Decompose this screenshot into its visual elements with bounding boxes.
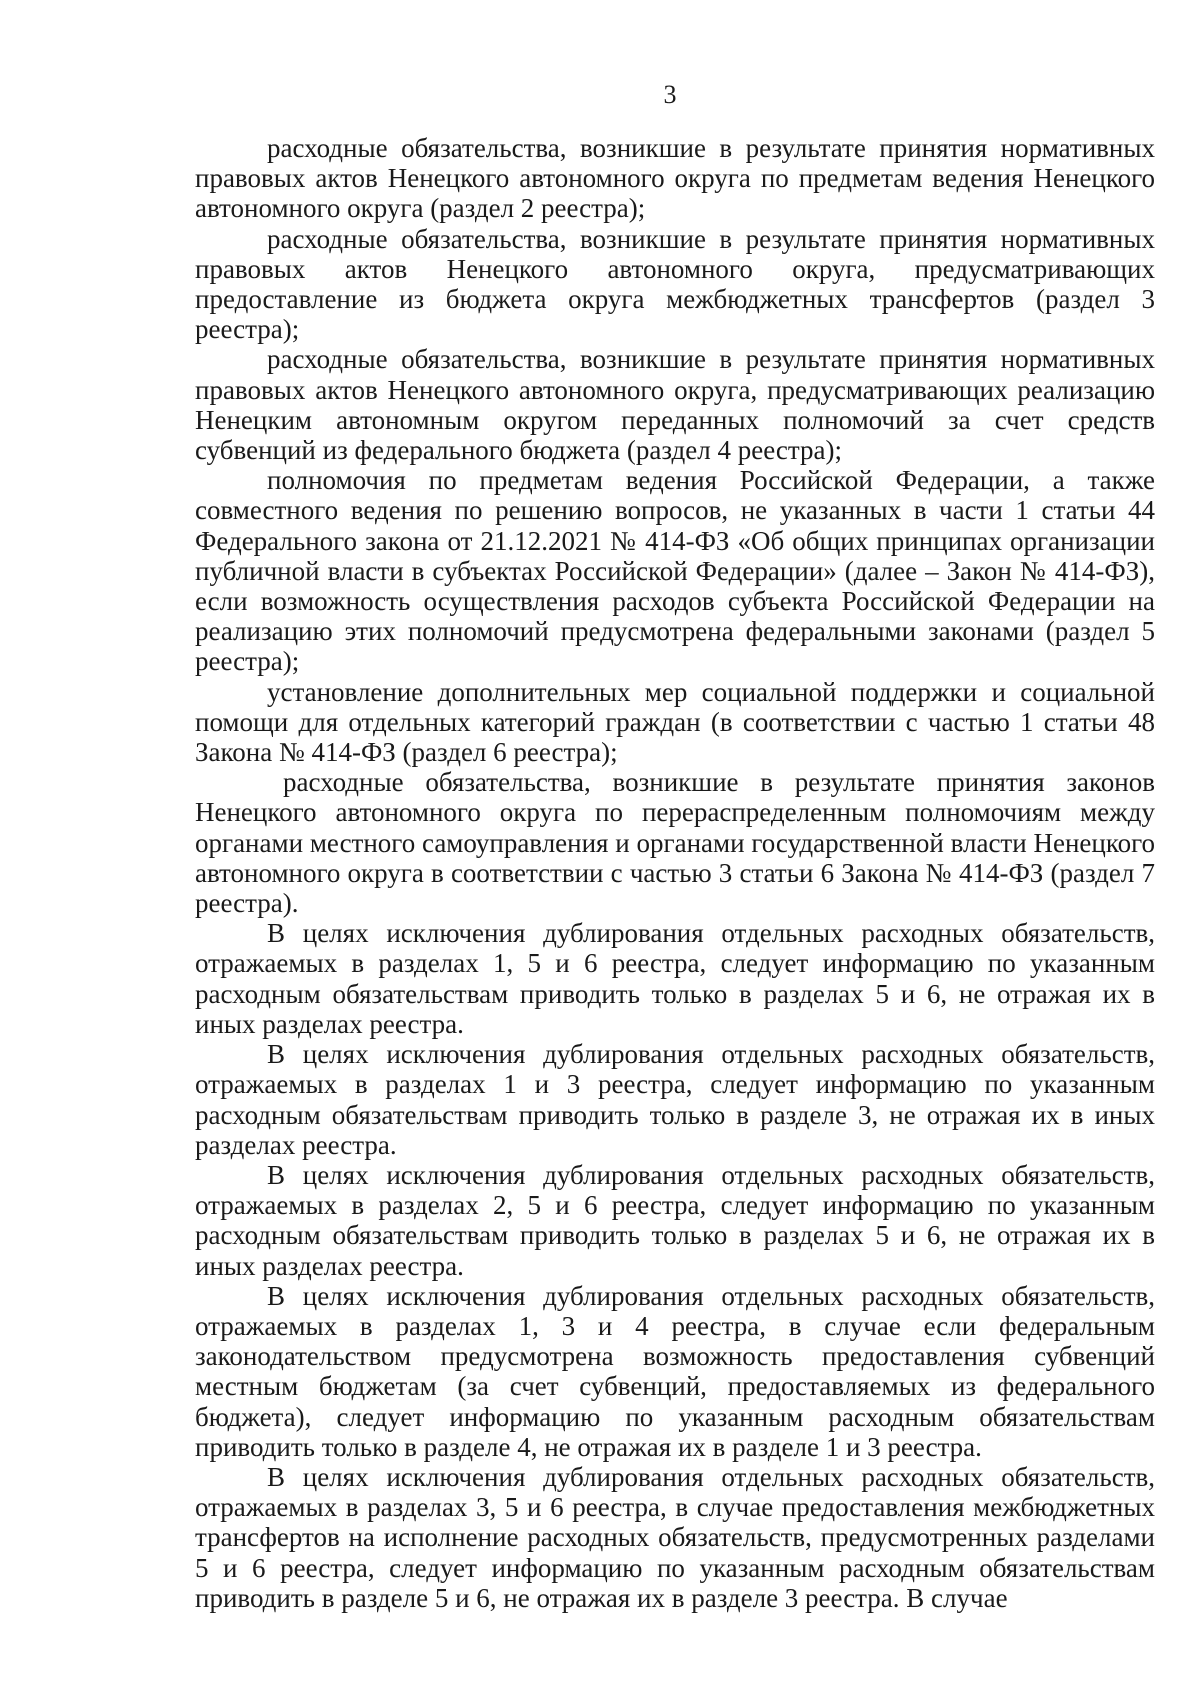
- paragraph-section-5: полномочия по предметам ведения Российской Федерации, а также совместного ведения по решению вопросов, не указанных в части 1 статьи 44 Федерального закона от 21.12.2021 № 414-ФЗ «Об общих принципах организации публичной власти в субъектах Российской Федерации» (далее – Закон № 414-ФЗ), если возможность осуществления расходов субъекта Российской Федерации на реализацию этих полномочий предусмотрена федеральными законами (раздел 5 реестра);: [195, 465, 1155, 677]
- paragraph-dedup-1-3-4: В целях исключения дублирования отдельных расходных обязательств, отражаемых в разделах 1, 3 и 4 реестра, в случае если федеральным законодательством предусмотрена возможность предоставления субвенций местным бюджетам (за счет субвенций, предоставляемых из федерального бюджета), следует информацию по указанным расходным обязательствам приводить только в разделе 4, не отражая их в разделе 1 и 3 реестра.: [195, 1280, 1155, 1462]
- document-body: [195, 133, 1155, 1613]
- paragraph-dedup-1-3: В целях исключения дублирования отдельных расходных обязательств, отражаемых в разделах 1 и 3 реестра, следует информацию по указанным расходным обязательствам приводить только в разделе 3, не отражая их в иных разделах реестра.: [195, 1039, 1155, 1160]
- paragraph-section-3: расходные обязательства, возникшие в результате принятия нормативных правовых актов Ненецкого автономного округа, предусматривающих предоставление из бюджета округа межбюджетных трансфертов (раздел 3 реестра);: [195, 223, 1155, 345]
- paragraph-section-6: установление дополнительных мер социальной поддержки и социальной помощи для отдельных категорий граждан (в соответствии с частью 1 статьи 48 Закона № 414-ФЗ (раздел 6 реестра);: [195, 676, 1155, 768]
- paragraph-section-2: расходные обязательства, возникшие в результате принятия нормативных правовых актов Ненецкого автономного округа по предметам ведения Ненецкого автономного округа (раздел 2 реестра);: [195, 133, 1155, 224]
- paragraph-dedup-3-5-6: В целях исключения дублирования отдельных расходных обязательств, отражаемых в разделах 3, 5 и 6 реестра, в случае предоставления межбюджетных трансфертов на исполнение расходных обязательств, предусмотренных разделами 5 и 6 реестра, следует информацию по указанным расходным обязательствам приводить в разделе 5 и 6, не отражая их в разделе 3 реестра. В случае: [195, 1461, 1155, 1613]
- paragraph-section-4: расходные обязательства, возникшие в результате принятия нормативных правовых актов Ненецкого автономного округа, предусматривающих реализацию Ненецким автономным округом переданных полномочий за счет средств субвенций из федерального бюджета (раздел 4 реестра);: [195, 344, 1155, 466]
- paragraph-dedup-2-5-6: В целях исключения дублирования отдельных расходных обязательств, отражаемых в разделах 2, 5 и 6 реестра, следует информацию по указанным расходным обязательствам приводить только в разделах 5 и 6, не отражая их в иных разделах реестра.: [195, 1159, 1155, 1281]
- paragraph-section-7: расходные обязательства, возникшие в результате принятия законов Ненецкого автономного округа по перераспределенным полномочиям между органами местного самоуправления и органами государственной власти Ненецкого автономного округа в соответствии с частью 3 статьи 6 Закона № 414-ФЗ (раздел 7 реестра).: [195, 767, 1155, 919]
- page-number: 3: [663, 80, 677, 109]
- paragraph-dedup-1-5-6: В целях исключения дублирования отдельных расходных обязательств, отражаемых в разделах 1, 5 и 6 реестра, следует информацию по указанным расходным обязательствам приводить только в разделах 5 и 6, не отражая их в иных разделах реестра.: [195, 918, 1155, 1039]
